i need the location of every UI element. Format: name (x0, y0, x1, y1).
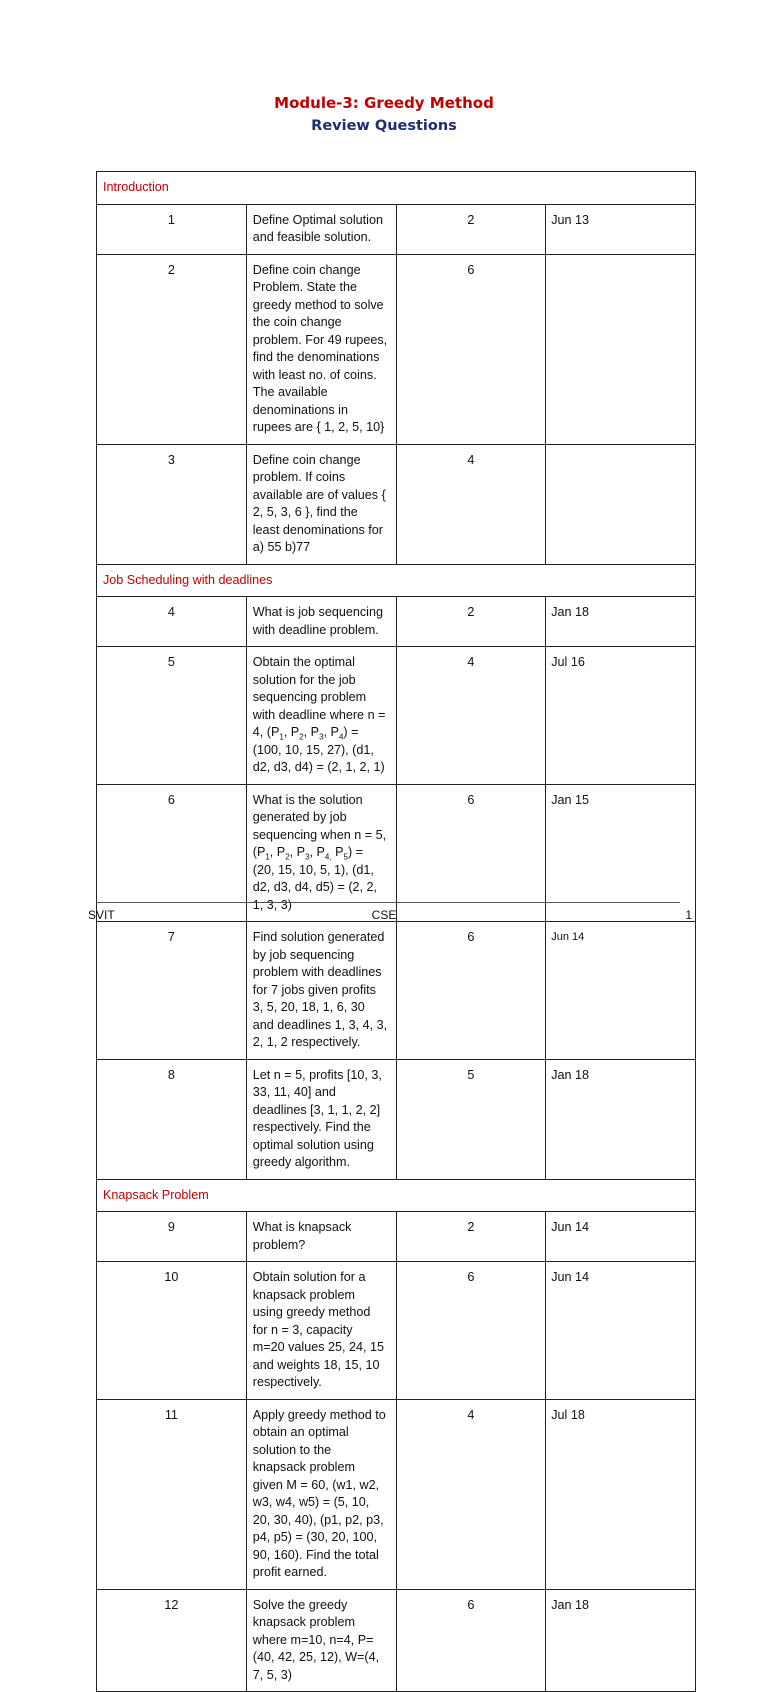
section-header-row (97, 1179, 696, 1212)
question-exam-date: Jun 13 (546, 204, 696, 254)
question-text: Solve the greedy knapsack problem where m=10, n=4, P=(40, 42, 25, 12), W=(4, 7, 5, 3) (246, 1589, 396, 1692)
question-row (97, 1262, 696, 1400)
question-marks: 4 (396, 647, 546, 785)
question-number: 9 (97, 1212, 247, 1262)
section-title: Job Scheduling with deadlines (97, 564, 696, 597)
question-number: 3 (97, 444, 247, 564)
review-questions-subtitle: Review Questions (311, 118, 457, 134)
question-marks: 2 (396, 1212, 546, 1262)
question-number: 11 (97, 1399, 247, 1589)
module-title: Module-3: Greedy Method (274, 94, 494, 112)
section-header-row (97, 172, 696, 205)
question-number: 4 (97, 597, 247, 647)
section-title: Introduction (97, 172, 696, 205)
section-title: Knapsack Problem (97, 1179, 696, 1212)
question-text: Define Optimal solution and feasible solution. (246, 204, 396, 254)
question-number: 10 (97, 1262, 247, 1400)
question-row (97, 784, 696, 922)
question-marks: 2 (396, 597, 546, 647)
question-row (97, 254, 696, 444)
question-exam-date: Jan 18 (546, 1589, 696, 1692)
question-number: 1 (97, 204, 247, 254)
question-row (97, 444, 696, 564)
question-exam-date: Jul 18 (546, 1399, 696, 1589)
footer-institution: SVIT (88, 908, 115, 922)
question-text: Obtain solution for a knapsack problem using greedy method for n = 3, capacity m=20 values 25, 24, 15 and weights 18, 15, 10 respectively. (246, 1262, 396, 1400)
question-number: 7 (97, 922, 247, 1060)
question-text: Find solution generated by job sequencing problem with deadlines for 7 jobs given profits 3, 5, 20, 18, 1, 6, 30 and deadlines 1, 3, 4, 3, 2, 1, 2 respectively. (246, 922, 396, 1060)
question-exam-date: Jan 18 (546, 1059, 696, 1179)
question-marks: 6 (396, 784, 546, 922)
question-number: 12 (97, 1589, 247, 1692)
question-exam-date (546, 444, 696, 564)
question-marks: 6 (396, 254, 546, 444)
question-exam-date: Jun 14 (546, 1212, 696, 1262)
question-marks: 4 (396, 444, 546, 564)
question-text: Let n = 5, profits [10, 3, 33, 11, 40] and deadlines [3, 1, 1, 2, 2] respectively. Find the optimal solution using greedy algorithm. (246, 1059, 396, 1179)
question-exam-date (546, 254, 696, 444)
question-marks: 6 (396, 1589, 546, 1692)
question-row (97, 1399, 696, 1589)
question-text: Apply greedy method to obtain an optimal solution to the knapsack problem given M = 60, (w1, w2, w3, w4, w5) = (5, 10, 20, 30, 40), (p1, p2, p3, p4, p5) = (30, 20, 100, 90, 160). Find the total profit earned. (246, 1399, 396, 1589)
question-number: 5 (97, 647, 247, 785)
footer-page-number: 1 (685, 908, 692, 922)
question-text: What is knapsack problem? (246, 1212, 396, 1262)
questions-table (96, 171, 696, 1692)
question-text: Define coin change problem. If coins available are of values { 2, 5, 3, 6 }, find the least denominations for a) 55 b)77 (246, 444, 396, 564)
question-number: 8 (97, 1059, 247, 1179)
question-row (97, 1059, 696, 1179)
question-exam-date: Jun 14 (546, 922, 696, 1060)
footer-divider (96, 902, 680, 903)
section-header-row (97, 564, 696, 597)
question-number: 6 (97, 784, 247, 922)
question-text: What is job sequencing with deadline problem. (246, 597, 396, 647)
question-row (97, 1589, 696, 1692)
question-marks: 6 (396, 922, 546, 1060)
question-exam-date: Jan 15 (546, 784, 696, 922)
question-marks: 2 (396, 204, 546, 254)
question-exam-date: Jul 16 (546, 647, 696, 785)
question-text: What is the solution generated by job sequencing when n = 5, ($P_1$, $P_2$, $P_3$, $P_{4,}$ $P_5) = (20$, 15, 10, 5, 1), (d1, d2, d3, d4, d5) = (2, 2, 1, 3, 3) (246, 784, 396, 922)
question-row (97, 922, 696, 1060)
question-text: Define coin change Problem. State the greedy method to solve the coin change problem. For 49 rupees, find the denominations with least no. of coins. The available denominations in rupees are { 1, 2, 5, 10} (246, 254, 396, 444)
question-row (97, 204, 696, 254)
question-marks: 4 (396, 1399, 546, 1589)
question-text: Obtain the optimal solution for the job sequencing problem with deadline where n = 4, ($P_1$, $P_2$, $P_3$, $P_4) = (100$, 10, 15, 27), (d1, d2, d3, d4) = (2, 1, 2, 1) (246, 647, 396, 785)
question-exam-date: Jan 18 (546, 597, 696, 647)
question-number: 2 (97, 254, 247, 444)
question-row (97, 1212, 696, 1262)
question-marks: 6 (396, 1262, 546, 1400)
footer-department: CSE (371, 908, 397, 922)
question-row (97, 597, 696, 647)
question-exam-date: Jun 14 (546, 1262, 696, 1400)
question-marks: 5 (396, 1059, 546, 1179)
question-row (97, 647, 696, 785)
